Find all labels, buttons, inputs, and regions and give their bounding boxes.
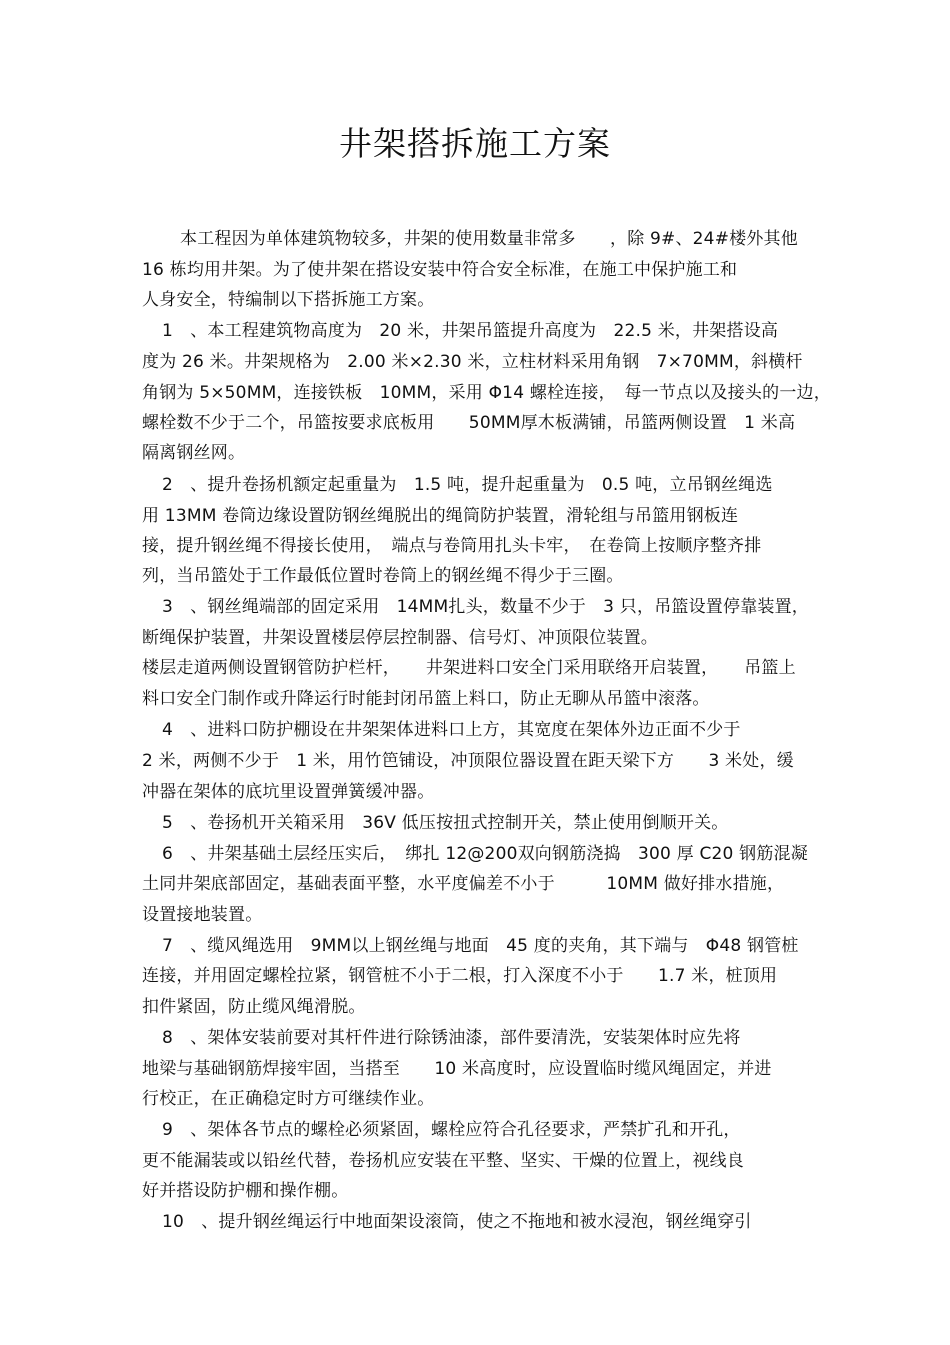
paragraph-line: 料口安全门制作或升降运行时能封闭吊篮上料口，防止无聊从吊篮中滚落。 — [142, 689, 710, 709]
paragraph-line: 10 、提升钢丝绳运行中地面架设滚筒，使之不拖地和被水浸泡，钢丝绳穿引 — [162, 1212, 752, 1232]
paragraph-line: 冲器在架体的底坑里设置弹簧缓冲器。 — [142, 782, 435, 802]
paragraph-line: 4 、进料口防护棚设在井架架体进料口上方，其宽度在架体外边正面不少于 — [162, 720, 741, 740]
paragraph-line: 7 、缆风绳选用 9MM以上钢丝绳与地面 45 度的夹角，其下端与 Φ48 钢管桩 — [162, 936, 799, 956]
paragraph-line: 5 、卷扬机开关箱采用 36V 低压按扭式控制开关，禁止使用倒顺开关。 — [162, 813, 729, 833]
paragraph-line: 角钢为 5×50MM，连接铁板 10MM，采用 Φ14 螺栓连接， 每一节点以及接头的一边， — [142, 383, 831, 403]
paragraph-line: 连接，并用固定螺栓拉紧，钢管桩不小于二根，打入深度不小于 1.7 米，桩顶用 — [142, 966, 778, 986]
paragraph-line: 2 米，两侧不少于 1 米，用竹笆铺设，冲顶限位器设置在距天梁下方 3 米处，缓 — [142, 751, 794, 771]
paragraph-line: 隔离钢丝网。 — [142, 443, 246, 463]
paragraph-line: 6 、井架基础土层经压实后， 绑扎 12@200双向钢筋浇捣 300 厚 C20 钢筋混凝 — [162, 844, 808, 864]
paragraph-line: 2 、提升卷扬机额定起重量为 1.5 吨，提升起重量为 0.5 吨，立吊钢丝绳选 — [162, 475, 773, 495]
paragraph-line: 楼层走道两侧设置钢管防护栏杆， 井架进料口安全门采用联络开启装置， 吊篮上 — [142, 658, 796, 678]
paragraph-line: 用 13MM 卷筒边缘设置防钢丝绳脱出的绳筒防护装置，滑轮组与吊篮用钢板连 — [142, 506, 739, 526]
paragraph-line: 地梁与基础钢筋焊接牢固，当搭至 10 米高度时，应设置临时缆风绳固定，并进 — [142, 1059, 772, 1079]
paragraph-line: 9 、架体各节点的螺栓必须紧固，螺栓应符合孔径要求，严禁扩孔和开孔， — [162, 1120, 741, 1140]
paragraph-line: 接，提升钢丝绳不得接长使用， 端点与卷筒用扎头卡牢， 在卷筒上按顺序整齐排 — [142, 536, 762, 556]
paragraph-line: 设置接地装置。 — [142, 905, 263, 925]
document-title: 井架搭拆施工方案 — [339, 124, 611, 163]
paragraph-line: 度为 26 米。井架规格为 2.00 米×2.30 米，立柱材料采用角钢 7×70MM，斜横杆 — [142, 352, 803, 372]
paragraph-line: 本工程因为单体建筑物较多，井架的使用数量非常多 ，除 9#、24#楼外其他 — [180, 229, 798, 249]
paragraph-line: 3 、钢丝绳端部的固定采用 14MM扎头，数量不少于 3 只，吊篮设置停靠装置， — [162, 597, 810, 617]
paragraph-line: 好并搭设防护棚和操作棚。 — [142, 1181, 349, 1201]
paragraph-line: 列，当吊篮处于工作最低位置时卷筒上的钢丝绳不得少于三圈。 — [142, 566, 624, 586]
paragraph-line: 扣件紧固，防止缆风绳滑脱。 — [142, 997, 366, 1017]
paragraph-line: 1 、本工程建筑物高度为 20 米，井架吊篮提升高度为 22.5 米，井架搭设高 — [162, 321, 779, 341]
paragraph-line: 断绳保护装置，井架设置楼层停层控制器、信号灯、冲顶限位装置。 — [142, 628, 658, 648]
paragraph-line: 更不能漏装或以铅丝代替，卷扬机应安装在平整、坚实、干燥的位置上，视线良 — [142, 1151, 744, 1171]
paragraph-line: 8 、架体安装前要对其杆件进行除锈油漆，部件要清洗，安装架体时应先将 — [162, 1028, 741, 1048]
paragraph-line: 16 栋均用井架。为了使井架在搭设安装中符合安全标准，在施工中保护施工和 — [142, 260, 738, 280]
paragraph-line: 螺栓数不少于二个，吊篮按要求底板用 50MM厚木板满铺，吊篮两侧设置 1 米高 — [142, 413, 796, 433]
paragraph-line: 土同井架底部固定，基础表面平整，水平度偏差不小于 10MM 做好排水措施， — [142, 874, 785, 894]
paragraph-line: 人身安全，特编制以下搭拆施工方案。 — [142, 290, 435, 310]
paragraph-line: 行校正，在正确稳定时方可继续作业。 — [142, 1089, 435, 1109]
